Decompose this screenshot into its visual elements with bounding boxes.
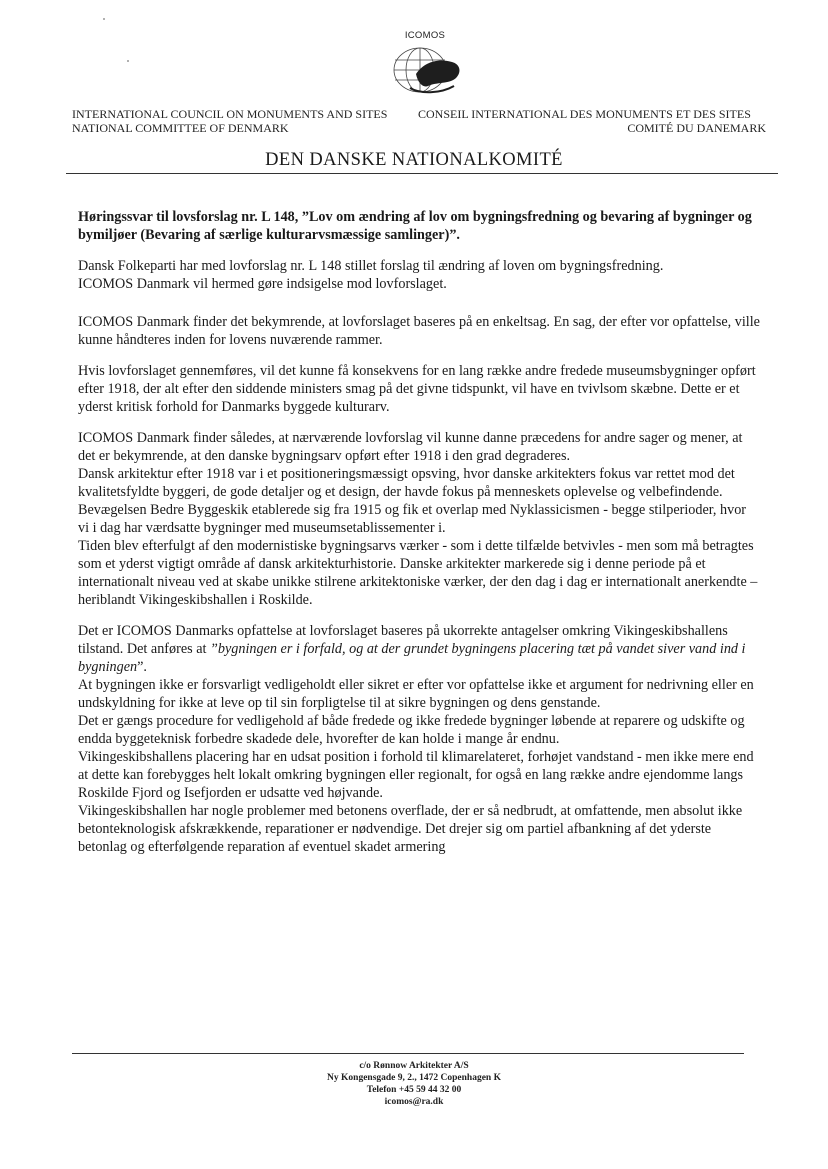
scan-speck (127, 60, 129, 62)
quote-end: ”. (137, 659, 147, 675)
header-org-name-fr: CONSEIL INTERNATIONAL DES MONUMENTS ET DES SITES (418, 107, 751, 121)
header-divider (66, 173, 778, 174)
paragraph-line: Vikingeskibshallen har nogle problemer med betonens overflade, der er så nedbrudt, at omfattende, men absolut ikke betonteknologisk afskrækkende, reparationer er nødvendige. Det drejer sig om partiel afbankning af det yderste betonlag og efterfølgende reparation af eventuel skadet armering (78, 803, 743, 855)
paragraph-line: Dansk arkitektur efter 1918 var i et positioneringsmæssigt opsving, hvor danske arkitekters fokus var rettet mod det kvalitetsfyldte byggeri, de gode detaljer og et design, der havde fokus på menneskets oplevelse og velbefindende. Bevægelsen Bedre Byggeskik etablerede sig fra 1915 og fik et overlap med Nyklassicismen - begge stilperioder, hvor vi i dag har værdsatte bygninger med museumsetablissementer i. (78, 466, 747, 536)
header-org-name-en: INTERNATIONAL COUNCIL ON MONUMENTS AND SITES (72, 107, 388, 121)
header-committee-fr: COMITÉ DU DANEMARK (627, 121, 766, 135)
paragraph: ICOMOS Danmark finder det bekymrende, at lovforslaget baseres på en enkeltsag. En sag, der efter vor opfattelse, ville kunne håndteres inden for lovens nuværende rammer. (78, 314, 760, 348)
logo-text: ICOMOS (404, 30, 446, 41)
footer-street: Ny Kongensgade 9, 2., 1472 Copenhagen K (327, 1073, 501, 1083)
paragraph-line (78, 622, 760, 676)
letter-heading: Høringssvar til lovsforslag nr. L 148, ”Lov om ændring af lov om bygningsfredning og bevaring af bygninger og bymiljøer (Bevaring af særlige kulturarvsmæssige samlinger)”. (78, 209, 752, 243)
committee-title: DEN DANSKE NATIONALKOMITÉ (265, 150, 563, 170)
paragraph-line: ICOMOS Danmark vil hermed gøre indsigelse mod lovforslaget. (78, 276, 447, 292)
letter-body (78, 208, 760, 869)
paragraph (78, 257, 760, 293)
paragraph-line: At bygningen ikke er forsvarligt vedligeholdt eller sikret er efter vor opfattelse ikke et argument for nedrivning eller en undskyldning for ikke at leve op til sin forpligtelse til at sikre bygningen og dens genstande. (78, 677, 754, 711)
footer-address (0, 1060, 828, 1108)
paragraph-line: Dansk Folkeparti har med lovforslag nr. L 148 stillet forslag til ændring af loven om bygningsfredning. (78, 258, 664, 274)
paragraph-line: Vikingeskibshallens placering har en udsat position i forhold til klimarelateret, forhøjet vandstand - men ikke mere end at dette kan forebygges helt lokalt omkring bygningen eller regionalt, for også en lang række andre ejendomme langs Roskilde Fjord og Isefjorden er udsatte ved højvande. (78, 749, 754, 801)
paragraph: Hvis lovforslaget gennemføres, vil det kunne få konsekvens for en lang række andre fredede museumsbygninger opført efter 1918, der alt efter den siddende ministers smag på det givne tidspunkt, vil have en tvivlsom skæbne. Dette er et yderst kritisk forhold for Danmarks byggede kulturarv. (78, 363, 756, 415)
scan-speck (103, 18, 105, 20)
quoted-text: ”bygningen er i forfald, og at der grundet bygningens placering tæt på vandet siver vand ind i bygningen (78, 641, 746, 675)
paragraph-line: ICOMOS Danmark finder således, at nærværende lovforslag vil kunne danne præcedens for andre sager og mener, at det er bekymrende, at den danske bygningsarv opført efter 1918 i den grad degraderes. (78, 430, 743, 464)
footer-divider (72, 1053, 744, 1054)
paragraph-line: Tiden blev efterfulgt af den modernistiske bygningsarvs værker - som i dette tilfælde betvivles - men som må betragtes som et yderst vigtigt område af dansk arkitekturhistorie. Danske arkitekter markerede sig i denne periode på et internationalt niveau ved at skabe unikke stilrene arkitektoniske værker, der den dag i dag er internationalt anerkendte – heriblandt Vikingeskibshallen i Roskilde. (78, 538, 758, 608)
paragraph-line: Det er gængs procedure for vedligehold af både fredede og ikke fredede bygninger løbende at reparere og udskifte og endda byggeteknisk forbedre skadede dele, hvorefter de kan holde i mange år endnu. (78, 713, 745, 747)
footer-email: icomos@ra.dk (384, 1097, 444, 1107)
footer-phone: Telefon +45 59 44 32 00 (366, 1085, 462, 1095)
paragraph (78, 622, 760, 856)
footer-company: c/o Rønnow Arkitekter A/S (359, 1061, 469, 1071)
paragraph-text: Det er ICOMOS Danmarks opfattelse at lovforslaget baseres på ukorrekte antagelser omkring Vikingeskibshallens tilstand. Det anføres at (78, 623, 728, 657)
paragraph (78, 429, 760, 609)
icomos-logo-icon (380, 44, 470, 96)
header-committee-en: NATIONAL COMMITTEE OF DENMARK (72, 121, 289, 135)
